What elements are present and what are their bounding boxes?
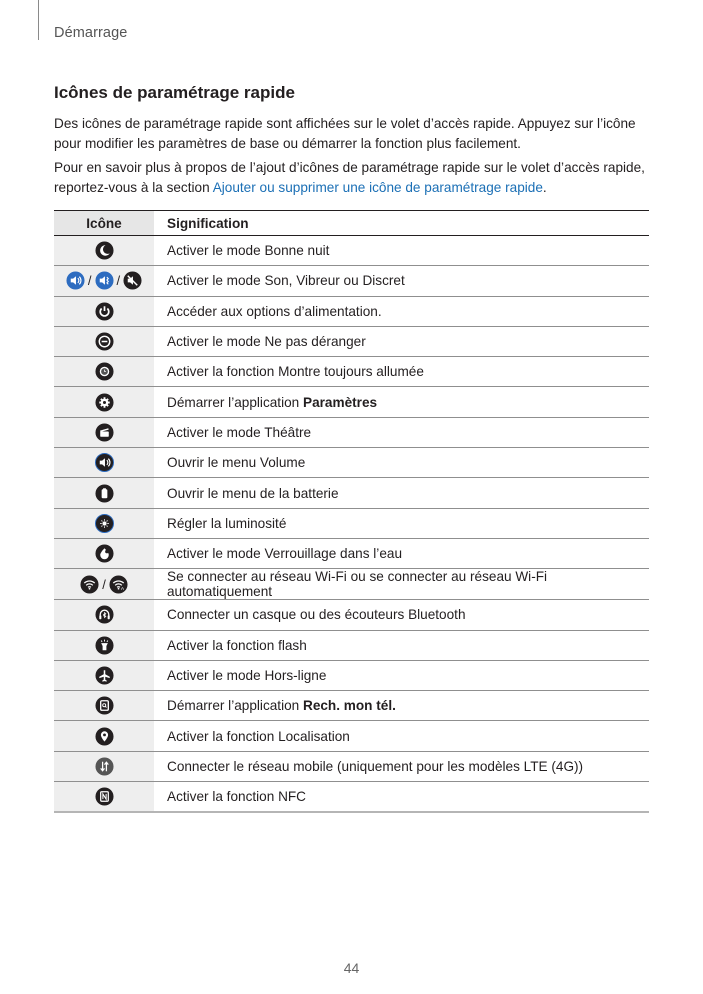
icon-cell [54, 357, 154, 387]
icon-cell [54, 569, 154, 600]
table-row [54, 569, 649, 600]
table-row [54, 721, 649, 751]
meaning-text: Activer le mode Bonne nuit [167, 243, 330, 259]
meaning-cell [154, 357, 649, 387]
meaning-text: Se connecter au réseau Wi-Fi ou se connecter au réseau Wi-Fi automatiquement [167, 569, 548, 600]
meaning-cell [154, 691, 649, 721]
meaning-cell [154, 569, 649, 600]
meaning-text: Régler la luminosité [167, 515, 287, 531]
table-row [54, 782, 649, 813]
meaning-text: Activer la fonction NFC [167, 789, 307, 805]
header-icon: Icône [54, 211, 154, 236]
meaning-cell [154, 600, 649, 630]
table-row [54, 236, 649, 266]
sound-icon [66, 271, 85, 290]
icon-cell [54, 417, 154, 447]
airplane-icon [95, 666, 114, 685]
icon-cell [54, 721, 154, 751]
table-header-row [54, 211, 649, 236]
icon-cell [54, 660, 154, 690]
bluetooth-headset-icon [95, 605, 114, 624]
meaning-cell [154, 296, 649, 326]
icon-cell [54, 326, 154, 356]
table-row [54, 478, 649, 508]
meaning-cell [154, 478, 649, 508]
margin-rule [38, 0, 39, 40]
water-lock-icon [95, 544, 114, 563]
section-link[interactable]: Ajouter ou supprimer une icône de paramétrage rapide [212, 180, 543, 195]
reference-paragraph [54, 158, 654, 198]
running-head: Démarrage [54, 25, 128, 41]
brightness-icon [95, 514, 114, 533]
meaning-cell [154, 630, 649, 660]
page-number: 44 [343, 960, 360, 976]
icon-cell [54, 600, 154, 630]
meaning-cell [154, 266, 649, 296]
meaning-cell [154, 326, 649, 356]
icon-separator: / [102, 576, 106, 592]
icon-cell [54, 508, 154, 538]
icon-cell [54, 478, 154, 508]
moon-icon [95, 241, 114, 260]
mute-icon [123, 271, 142, 290]
icon-cell [54, 266, 154, 296]
table-row [54, 387, 649, 417]
table-row [54, 417, 649, 447]
table-row [54, 357, 649, 387]
meaning-text: Activer la fonction Localisation [167, 728, 350, 744]
reference-end: . [542, 180, 547, 195]
table-row [54, 691, 649, 721]
table-row [54, 630, 649, 660]
svg-text:A: A [120, 586, 124, 592]
table-row [54, 266, 649, 296]
app-name: Rech. mon tél. [303, 698, 396, 714]
app-name: Paramètres [303, 394, 378, 410]
table-row [54, 600, 649, 630]
volume-icon [95, 453, 114, 472]
wifi-auto-icon [109, 575, 128, 594]
meaning-text: Activer le mode Théâtre [167, 424, 312, 440]
icon-cell [54, 236, 154, 266]
settings-gear-icon [95, 393, 114, 412]
mobile-data-icon [95, 757, 114, 776]
icon-cell [54, 751, 154, 781]
meaning-cell [154, 236, 649, 266]
meaning-cell [154, 508, 649, 538]
table-row [54, 538, 649, 568]
flashlight-icon [95, 636, 114, 655]
power-icon [95, 302, 114, 321]
nfc-icon [95, 787, 114, 806]
meaning-cell [154, 751, 649, 781]
meaning-text: Activer la fonction Montre toujours allumée [167, 364, 424, 380]
table-row [54, 751, 649, 781]
table-row [54, 296, 649, 326]
meaning-cell [154, 417, 649, 447]
meaning-text: Connecter le réseau mobile (uniquement pour les modèles LTE (4G)) [167, 758, 584, 774]
meaning-text: Connecter un casque ou des écouteurs Bluetooth [167, 607, 466, 623]
icon-separator: / [87, 273, 92, 289]
meaning-text: Ouvrir le menu de la batterie [167, 485, 339, 501]
table-row [54, 508, 649, 538]
battery-icon [95, 484, 114, 503]
meaning-cell [154, 782, 649, 813]
meaning-text: Activer le mode Ne pas déranger [167, 334, 366, 350]
vibrate-icon [95, 271, 114, 290]
icon-separator: / [116, 273, 121, 289]
meaning-text: Activer la fonction flash [167, 637, 307, 653]
quick-settings-table [54, 210, 649, 813]
icon-cell [54, 296, 154, 326]
icon-cell [54, 387, 154, 417]
wifi-icon [80, 575, 99, 594]
reference-text: Pour en savoir plus à propos de l’ajout d’icônes de paramétrage rapide sur le volet d’accès rapide, reportez-vous à la section [54, 160, 645, 195]
always-on-watch-icon [95, 362, 114, 381]
icon-cell [54, 448, 154, 478]
meaning-cell [154, 660, 649, 690]
meaning-text: Activer le mode Son, Vibreur ou Discret [167, 273, 405, 289]
icon-cell [54, 691, 154, 721]
find-my-phone-icon [95, 696, 114, 715]
section-title: Icônes de paramétrage rapide [54, 83, 295, 102]
meaning-cell [154, 538, 649, 568]
location-pin-icon [95, 727, 114, 746]
meaning-cell [154, 721, 649, 751]
icon-cell [54, 630, 154, 660]
meaning-text: Démarrer l’application [167, 698, 303, 714]
meaning-text: Activer le mode Verrouillage dans l’eau [167, 546, 403, 562]
intro-paragraph: Des icônes de paramétrage rapide sont affichées sur le volet d’accès rapide. Appuyez sur l’icône pour modifier les paramètres de base ou démarrer la fonction plus facilement. [54, 116, 636, 151]
table-row [54, 448, 649, 478]
meaning-text: Accéder aux options d’alimentation. [167, 303, 382, 319]
theater-clapper-icon [95, 423, 114, 442]
table-row [54, 326, 649, 356]
meaning-text: Activer le mode Hors-ligne [167, 668, 327, 683]
meaning-text: Démarrer l’application [167, 394, 303, 410]
icon-cell [54, 782, 154, 813]
meaning-text: Ouvrir le menu Volume [167, 455, 306, 471]
icon-cell [54, 538, 154, 568]
table-row [54, 660, 649, 690]
meaning-cell [154, 387, 649, 417]
do-not-disturb-icon [95, 332, 114, 351]
header-meaning: Signification [167, 215, 249, 231]
meaning-cell [154, 448, 649, 478]
